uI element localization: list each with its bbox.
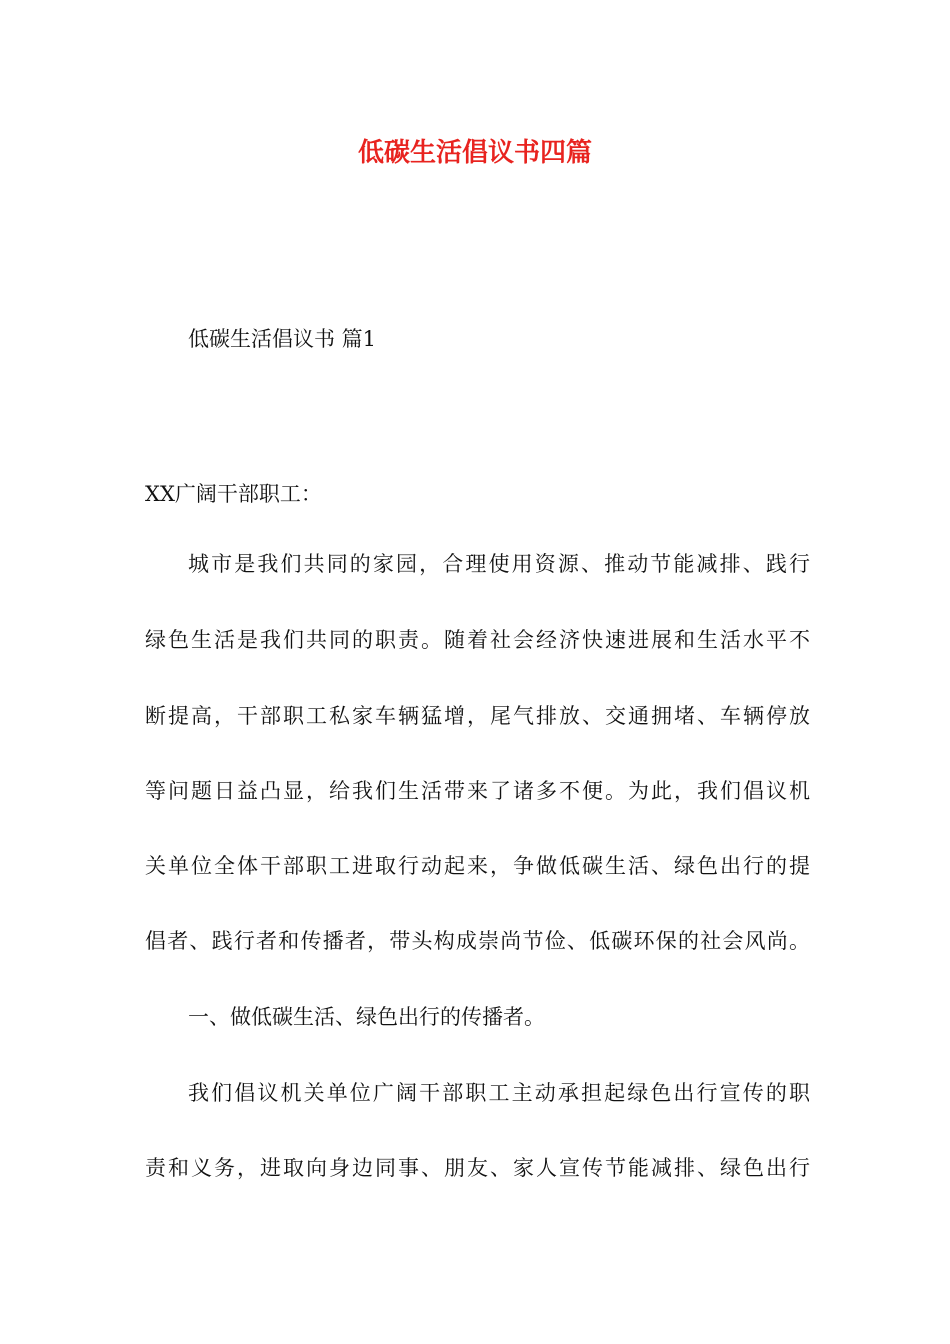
paragraph-line: 倡者、践行者和传播者，带头构成崇尚节俭、低碳环保的社会风尚。 [145, 929, 810, 953]
paragraph-line: 责和义务，进取向身边同事、朋友、家人宣传节能减排、绿色出行 [145, 1156, 810, 1180]
list-item-heading: 一、做低碳生活、绿色出行的传播者。 [188, 1005, 545, 1029]
paragraph-line: 我们倡议机关单位广阔干部职工主动承担起绿色出行宣传的职 [188, 1081, 810, 1105]
paragraph-line: 等问题日益凸显，给我们生活带来了诸多不便。为此，我们倡议机 [145, 779, 810, 803]
paragraph-line: 关单位全体干部职工进取行动起来，争做低碳生活、绿色出行的提 [145, 854, 810, 878]
paragraph-line: 城市是我们共同的家园，合理使用资源、推动节能减排、践行 [188, 552, 810, 576]
paragraph-line: 绿色生活是我们共同的职责。随着社会经济快速进展和生活水平不 [145, 628, 810, 652]
salutation: XX广阔干部职工： [145, 482, 322, 506]
paragraph-line: 断提高，干部职工私家车辆猛增，尾气排放、交通拥堵、车辆停放 [145, 704, 810, 728]
document-title: 低碳生活倡议书四篇 [357, 138, 592, 168]
section-heading: 低碳生活倡议书 篇1 [188, 327, 377, 351]
